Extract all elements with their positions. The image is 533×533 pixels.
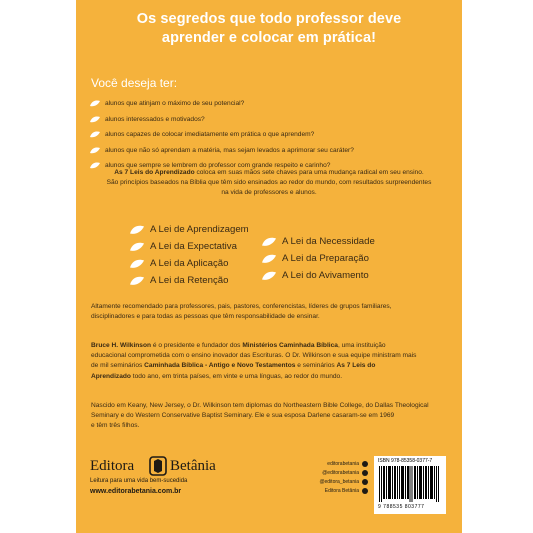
isbn-text: ISBN 978-85358-0377-7 — [378, 458, 433, 464]
bio-text: , uma instituição — [337, 342, 386, 349]
leaf-bullet-icon — [130, 225, 144, 235]
laws-left-column — [130, 221, 249, 289]
social-youtube[interactable] — [290, 486, 368, 495]
social-twitter[interactable] — [290, 468, 368, 477]
intro-text: coloca em suas mãos sete chaves para uma mudança radical em seu ensino. — [194, 169, 424, 176]
desire-item — [90, 112, 354, 128]
law-text: A Lei da Preparação — [282, 253, 369, 264]
leaf-bullet-icon — [130, 276, 144, 286]
law-text: A Lei do Avivamento — [282, 270, 369, 281]
social-links — [290, 459, 368, 495]
publisher-logo-mark-icon — [149, 456, 167, 476]
bio-text: é o presidente e fundador dos — [151, 342, 243, 349]
author-background-paragraph — [91, 401, 451, 432]
facebook-icon — [362, 461, 368, 467]
law-text: A Lei da Aplicação — [150, 258, 229, 269]
social-facebook[interactable] — [290, 459, 368, 468]
desire-item-text: alunos que atinjam o máximo de seu potencial? — [105, 100, 245, 108]
social-handle: Editora Betânia — [324, 487, 359, 494]
desire-item — [90, 127, 354, 143]
book-title-inline: As 7 Leis do — [336, 362, 376, 370]
publisher-name-part: Editora — [90, 458, 135, 474]
bio-text: educacional comprometida com o ensino inovador das Escrituras. O Dr. Wilkinson e sua equipe ministram mais — [91, 352, 417, 360]
headline-line-1: Os segredos que todo professor deve — [136, 11, 402, 27]
desire-item-text: alunos que sempre se lembrem do professor com grande respeito e carinho? — [105, 162, 331, 170]
desire-item — [90, 143, 354, 159]
law-item — [130, 238, 249, 255]
instagram-icon — [362, 479, 368, 485]
law-item — [262, 233, 375, 250]
barcode-icon — [379, 466, 441, 502]
law-text: A Lei da Retenção — [150, 275, 229, 286]
author-name: Bruce H. Wilkinson — [91, 342, 152, 349]
leaf-bullet-icon — [90, 131, 100, 138]
background-text: Seminary e do Western Conservative Baptist Seminary. Ele e sua esposa Darlene casaram-se em 1969 — [91, 412, 395, 420]
youtube-icon — [362, 488, 368, 494]
headline-line-2: aprender e colocar em prática! — [161, 30, 377, 46]
background-text: Nascido em Keany, New Jersey, o Dr. Wilkinson tem diplomas do Northeastern Bible College, do Dallas Theological — [91, 402, 429, 409]
recommendation-text: disciplinadores e para todas as pessoas que têm responsabilidade de ensinar. — [91, 313, 320, 321]
ministries-name: Ministérios Caminhada Bíblica — [242, 342, 338, 349]
bio-text: e seminários — [295, 362, 337, 370]
leaf-bullet-icon — [130, 259, 144, 269]
leaf-bullet-icon — [262, 237, 276, 247]
intro-text: São princípios baseados na Bíblia que têm sido ensinados ao redor do mundo, com resultados surpreendentes — [106, 179, 432, 186]
desire-list — [90, 96, 354, 174]
leaf-bullet-icon — [90, 100, 100, 107]
social-handle: @editora_betania — [319, 478, 359, 485]
social-handle: @editorabetania — [322, 469, 359, 476]
publisher-logo-block — [90, 456, 250, 526]
leaf-bullet-icon — [90, 147, 100, 154]
intro-text: na vida de professores e alunos. — [221, 189, 317, 196]
law-text: A Lei da Expectativa — [150, 241, 237, 252]
isbn-barcode — [374, 456, 446, 514]
author-bio-paragraph — [91, 341, 451, 382]
social-instagram[interactable] — [290, 477, 368, 486]
desire-item-text: alunos capazes de colocar imediatamente em prática o que aprendem? — [105, 131, 315, 139]
bio-text: de mil seminários — [91, 362, 145, 370]
publisher-tagline: Leitura para uma vida bem-sucedida — [90, 478, 188, 484]
law-text: A Lei de Aprendizagem — [150, 224, 249, 235]
desire-title: Você deseja ter: — [91, 76, 178, 90]
social-handle: editorabetania — [327, 460, 359, 467]
publisher-website[interactable]: www.editorabetania.com.br — [90, 488, 182, 495]
headline — [76, 10, 462, 48]
book-back-cover — [76, 0, 462, 533]
leaf-bullet-icon — [262, 254, 276, 264]
desire-item-text: alunos interessados e motivados? — [105, 115, 205, 123]
barcode-digits: 9 788535 803777 — [378, 504, 425, 510]
background-text: e têm três filhos. — [91, 422, 140, 430]
law-item — [130, 221, 249, 238]
book-title-inline: As 7 Leis do Aprendizado — [114, 169, 195, 176]
law-item — [262, 250, 375, 267]
law-item — [130, 272, 249, 289]
intro-paragraph — [88, 168, 450, 198]
book-title-inline: Aprendizado — [91, 372, 131, 380]
leaf-bullet-icon — [262, 271, 276, 281]
leaf-bullet-icon — [90, 116, 100, 123]
recommendation-paragraph — [91, 302, 451, 322]
desire-item-text: alunos que não só aprendam a matéria, mas sejam levados a aprimorar seu caráter? — [105, 146, 354, 154]
publisher-name-part: Betânia — [170, 458, 216, 474]
laws-right-column — [262, 233, 375, 284]
twitter-icon — [362, 470, 368, 476]
bio-text: todo ano, em trinta países, em vinte e uma línguas, ao redor do mundo. — [130, 372, 343, 380]
law-item — [130, 255, 249, 272]
law-text: A Lei da Necessidade — [282, 236, 375, 247]
desire-item — [90, 96, 354, 112]
recommendation-text: Altamente recomendado para professores, pais, pastores, conferencistas, líderes de grupos familiares, — [91, 303, 392, 310]
seminars-name: Caminhada Bíblica - Antigo e Novo Testamentos — [144, 362, 296, 370]
leaf-bullet-icon — [130, 242, 144, 252]
law-item — [262, 267, 375, 284]
